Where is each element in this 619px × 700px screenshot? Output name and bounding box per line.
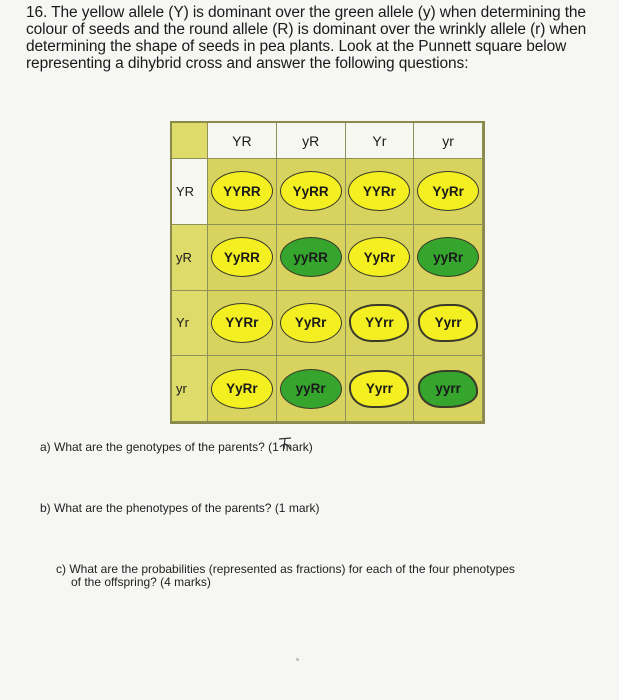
punnett-cell [277,225,346,291]
row-header: Yr [172,291,208,357]
punnett-cell [208,291,277,357]
column-header: YR [208,123,277,159]
yellow-round-pea: YyRr [211,369,273,409]
punnett-cell [346,291,415,357]
question-text: 16. The yellow allele (Y) is dominant over the green allele (y) when determining the colour of seeds and the round allele (R) is dominant over the wrinkly allele (r) when determining the shape of seeds in pea plants. Look at the Punnett square below representing a dihybrid cross and answer the following questions: [26,4,587,72]
subquestion-a: a) What are the genotypes of the parents? (1 mark) [40,440,313,454]
punnett-cell [346,159,415,225]
punnett-cell [414,291,483,357]
pen-mark-icon [276,435,296,453]
yellow-round-pea: YyRR [280,171,342,211]
yellow-round-pea: YYRr [211,303,273,343]
punnett-square [170,121,485,424]
row-header: yR [172,225,208,291]
punnett-corner [172,123,208,159]
punnett-cell [414,356,483,422]
subquestion-b: b) What are the phenotypes of the parents? (1 mark) [40,501,320,515]
punnett-cell [346,225,415,291]
subquestion-c-line2: of the offspring? (4 marks) [71,575,211,589]
punnett-cell [277,291,346,357]
yellow-wrinkly-pea: Yyrr [351,372,407,406]
yellow-round-pea: YyRr [280,303,342,343]
green-round-pea: yyRr [417,237,479,277]
punnett-cell [208,225,277,291]
punnett-cell [414,225,483,291]
punnett-cell [208,356,277,422]
subquestion-c-line1: c) What are the probabilities (represented as fractions) for each of the four phenotypes [56,562,515,576]
green-round-pea: yyRr [280,369,342,409]
column-header: yR [277,123,346,159]
yellow-round-pea: YYRR [211,171,273,211]
green-wrinkly-pea: yyrr [420,372,476,406]
stray-dot [296,658,299,661]
row-header: YR [172,159,208,225]
row-header: yr [172,356,208,422]
yellow-round-pea: YYRr [348,171,410,211]
punnett-cell [414,159,483,225]
yellow-round-pea: YyRr [348,237,410,277]
punnett-cell [346,356,415,422]
punnett-cell [277,356,346,422]
punnett-cell [208,159,277,225]
yellow-wrinkly-pea: YYrr [351,306,407,340]
green-round-pea: yyRR [280,237,342,277]
punnett-cell [277,159,346,225]
column-header: yr [414,123,483,159]
yellow-round-pea: YyRR [211,237,273,277]
yellow-wrinkly-pea: Yyrr [420,306,476,340]
yellow-round-pea: YyRr [417,171,479,211]
column-header: Yr [346,123,415,159]
